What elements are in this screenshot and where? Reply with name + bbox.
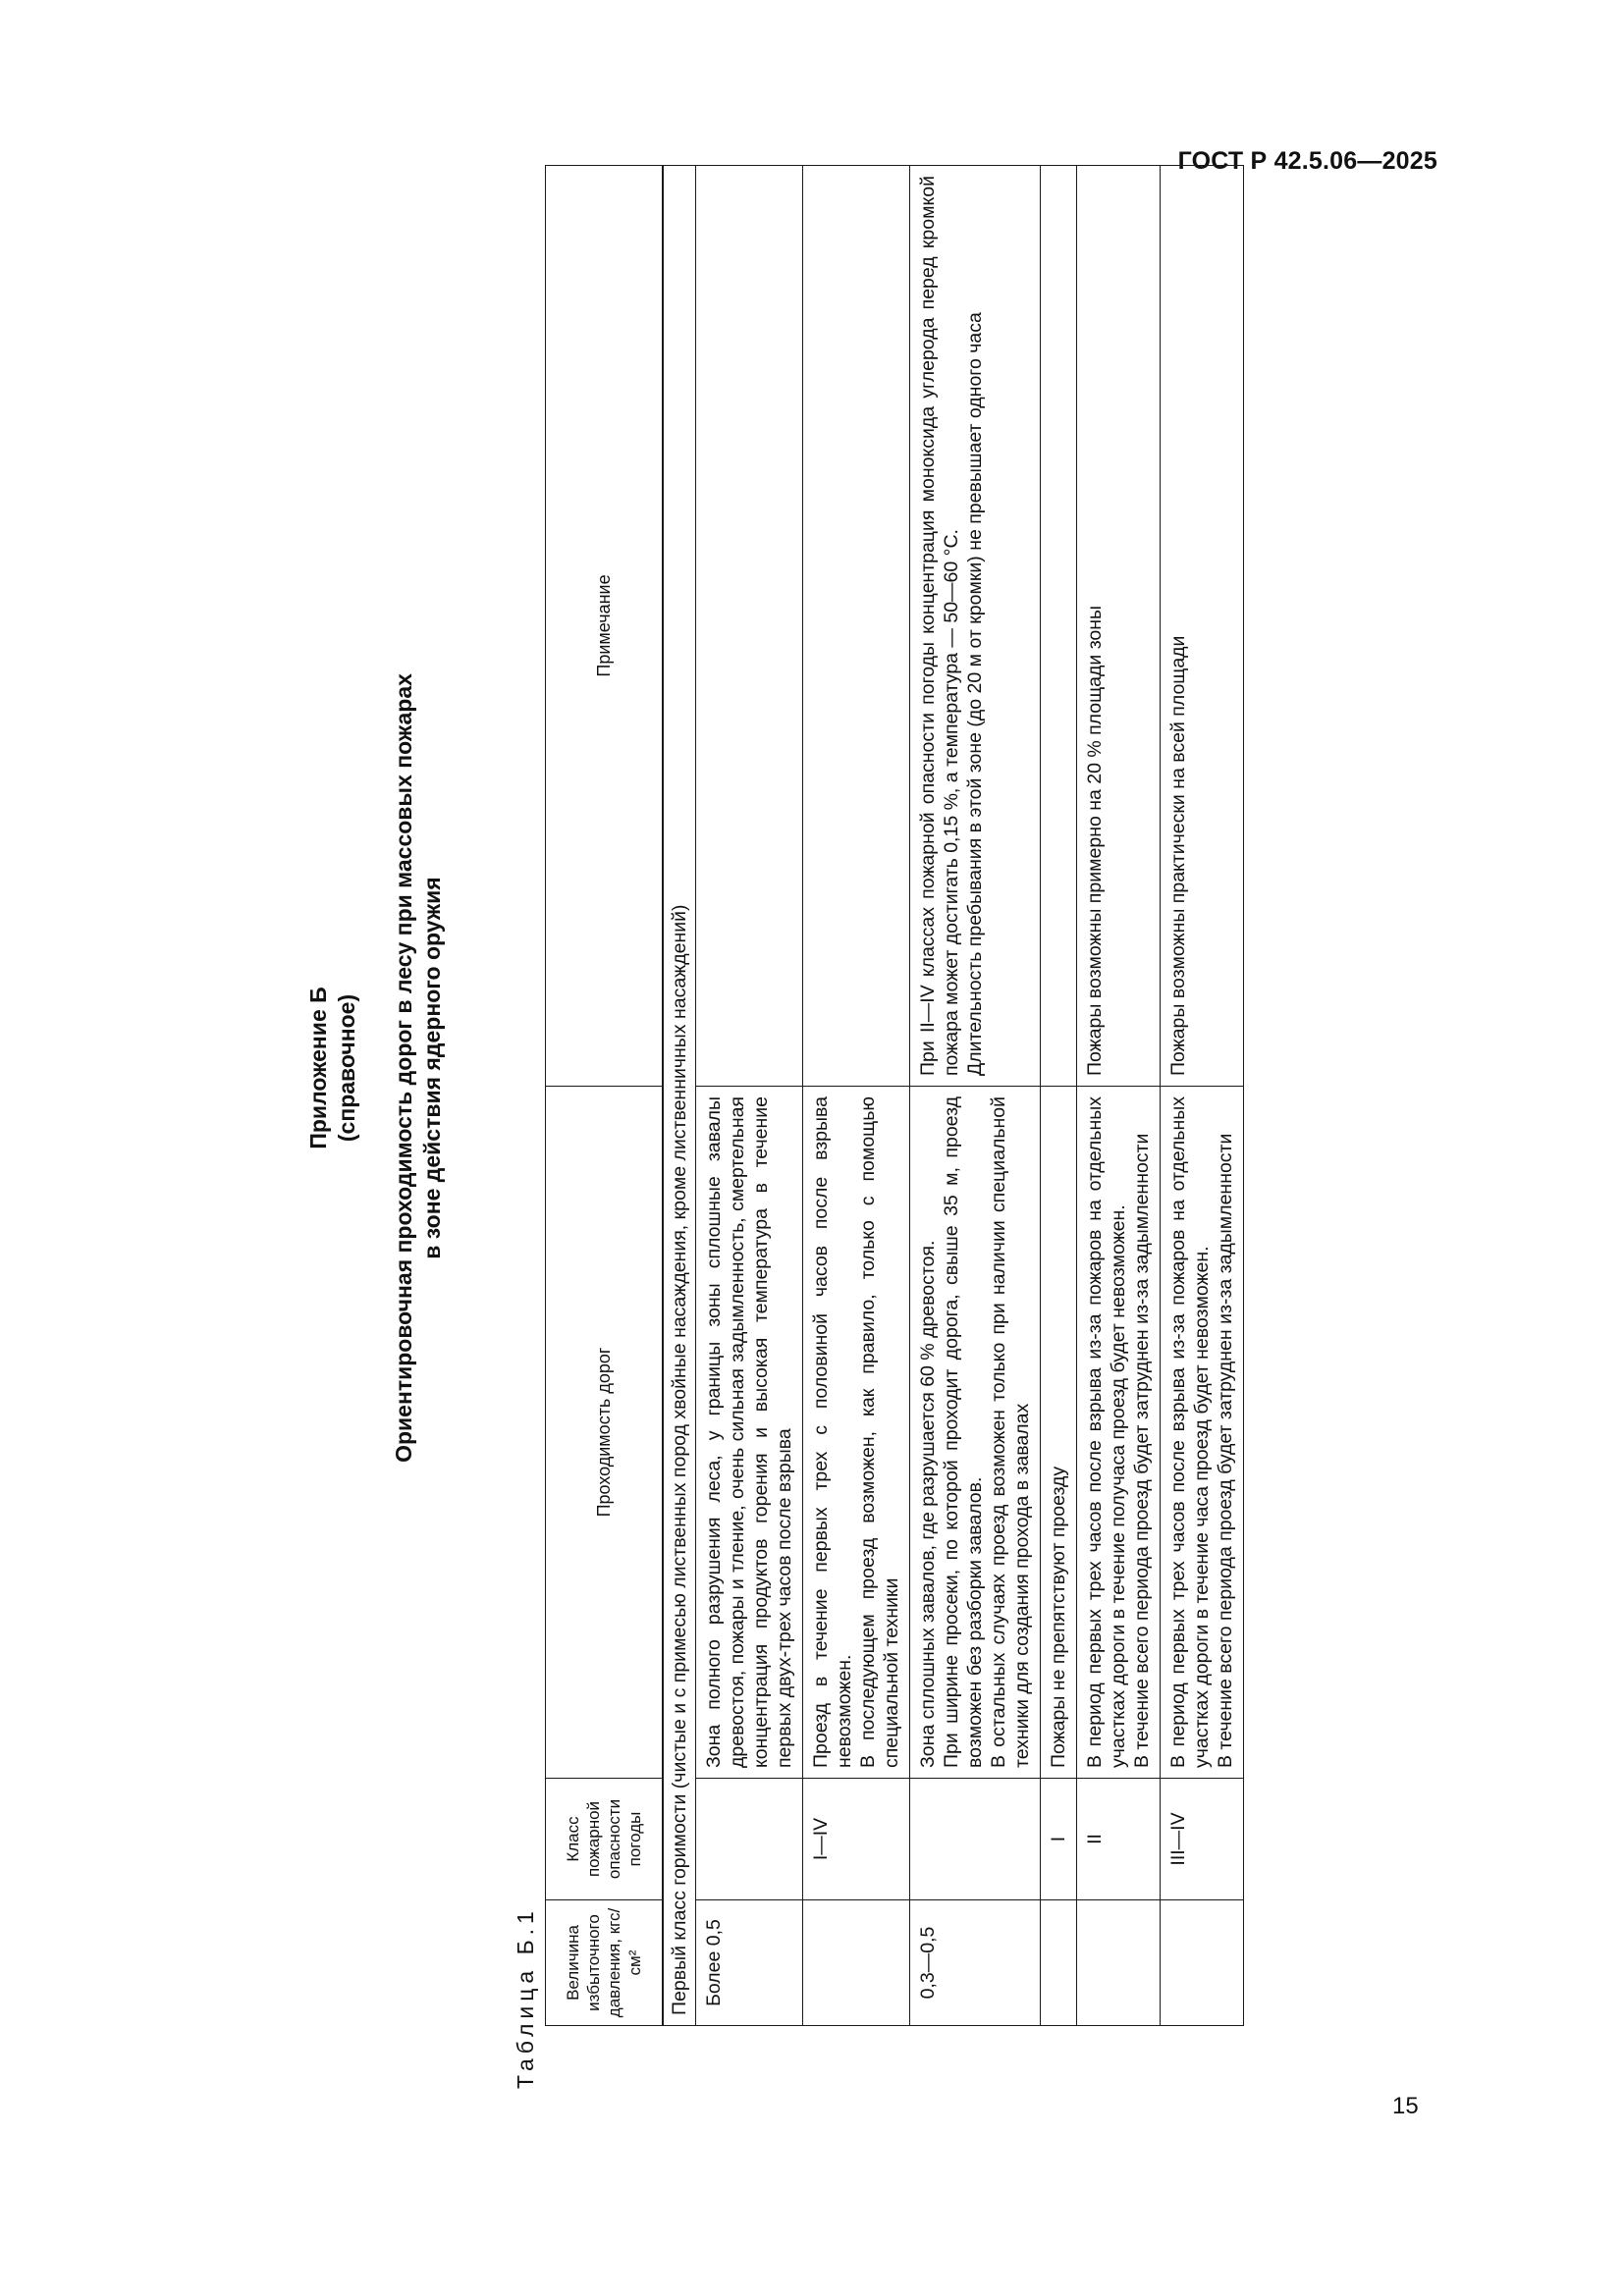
passability-cell [696,1087,803,1779]
note-text: Пожары возможны практически на всей площади [1167,635,1189,1076]
passability-text: Пожары не препятствуют проезду [1048,1466,1069,1768]
passability-cell [1041,1087,1077,1779]
passability-text: В течение всего периода проезд будет затруднен из-за задымленности [1131,1133,1153,1768]
passability-cell [1077,1087,1161,1779]
passability-text: В остальных случаях проезд возможен только при наличии специальной техники для создания прохода в завалах [988,1096,1033,1768]
note-cell [1041,166,1077,1087]
fire-class-cell [696,1779,803,1900]
fire-class-cell: I [1041,1779,1077,1900]
pressure-cell: 0,3—0,5 [910,1900,1041,2026]
table-group-row [663,166,696,2026]
fire-class-cell: II [1077,1779,1161,1900]
pressure-cell [803,1900,910,2026]
note-cell [1161,166,1244,1087]
passability-text: В течение всего периода проезд будет затруднен из-за задымленности [1215,1133,1236,1768]
note-cell [1077,166,1161,1087]
fire-class-cell [910,1779,1041,1900]
column-header-note: Примечание [546,166,664,1087]
table-row [1077,166,1161,2026]
passability-text: Зона полного разрушения леса, у границы зоны сплошные завалы древостоя, пожары и тление, очень сильная задымленность, смертельная концентрация продуктов горения и высокая температура в течение первых двух-трех часов после взрыва [703,1096,795,1768]
passability-text: В последующем проезд возможен, как правило, только с помощью специальной техники [857,1096,902,1768]
table-row [1161,166,1244,2026]
note-cell [696,166,803,1087]
passability-text: Проезд в течение первых трех с половиной часов после взрыва невозможен. [810,1096,855,1768]
column-header-fire-class: Класс пожарной опасности погоды [546,1779,664,1900]
fire-class-cell: III—IV [1161,1779,1244,1900]
passability-cell [1161,1087,1244,1779]
fire-class-cell: I—IV [803,1779,910,1900]
passability-text: В период первых трех часов после взрыва из-за пожаров на отдельных участках дороги в течение часа проезд будет невозможен. [1167,1096,1213,1768]
document-code: ГОСТ Р 42.5.06—2025 [1177,147,1437,175]
table-row [803,166,910,2026]
passability-text: В период первых трех часов после взрыва из-за пожаров на отдельных участках дороги в течение получаса проезд будет невозможен. [1084,1096,1129,1768]
passability-text: При ширине просеки, по которой проходит дорога, свыше 35 м, проезд возможен без разборки завалов. [941,1096,986,1768]
table-caption: Таблица Б.1 [513,1906,538,2089]
appendix-title: Ориентировочная проходимость дорог в лесу при массовых пожарах [391,673,416,1463]
pressure-cell [1077,1900,1161,2026]
column-header-passability: Проходимость дорог [546,1087,664,1779]
table-row [696,166,803,2026]
passability-cell [803,1087,910,1779]
appendix-status: (справочное) [334,993,359,1143]
note-text: При II—IV классах пожарной опасности погоды концентрация моноксида углерода перед кромкой пожара может достигать 0,15 %, а температура — 50—60 °С. [917,176,962,1076]
pressure-cell [1041,1900,1077,2026]
passability-text: Зона сплошных завалов, где разрушается 60 % древостоя. [917,1240,939,1768]
pressure-cell [1161,1900,1244,2026]
table-header-row [546,166,664,2026]
appendix-label: Приложение Б [305,987,331,1149]
appendix-title-line2: в зоне действия ядерного оружия [419,877,445,1259]
note-cell [803,166,910,1087]
column-header-pressure: Величина избыточного давления, кгс/см² [546,1900,664,2026]
table-row [1041,166,1077,2026]
rotated-content [196,47,1316,2089]
pressure-cell: Более 0,5 [696,1900,803,2026]
page-number: 15 [1392,2093,1419,2119]
data-table [545,165,1244,2026]
table-row [910,166,1041,2026]
note-cell [910,166,1041,1087]
group-title: Первый класс горимости (чистые и с примесью лиственных пород хвойные насаждения, кроме лиственничных насаждений) [663,166,696,2026]
passability-cell [910,1087,1041,1779]
appendix-heading [304,47,447,2089]
note-text: Длительность пребывания в этой зоне (до 20 м от кромки) не превышает одного часа [964,312,986,1076]
note-text: Пожары возможны примерно на 20 % площади зоны [1084,605,1106,1076]
